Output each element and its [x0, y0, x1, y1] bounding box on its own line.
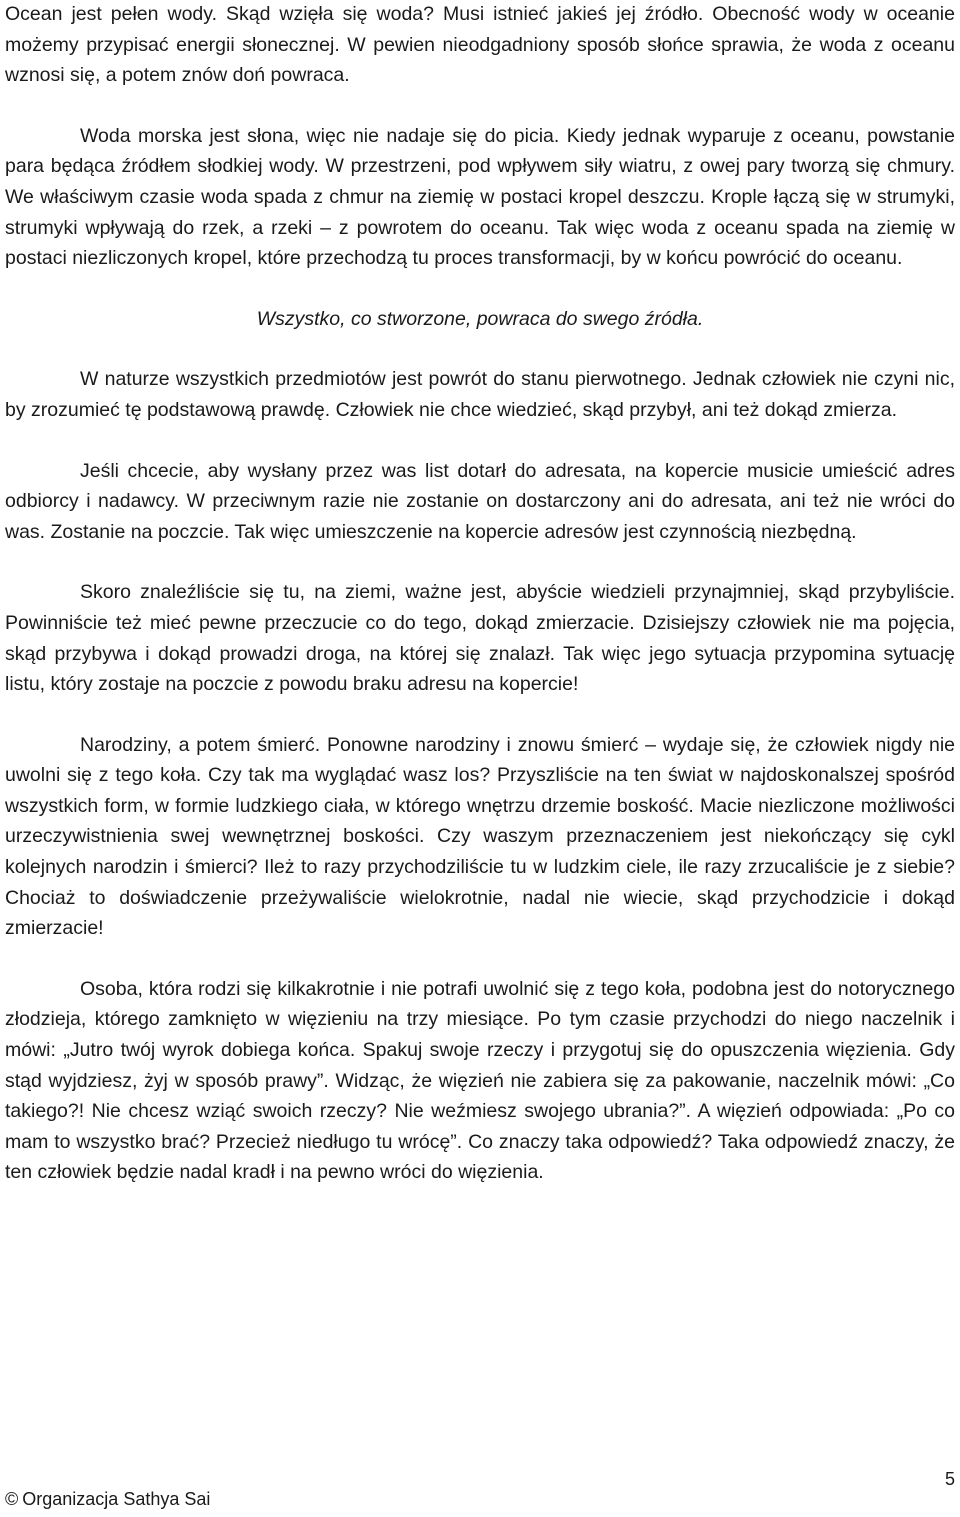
footer-copyright	[5, 1488, 210, 1510]
organization-name: Organizacja Sathya Sai	[22, 1489, 211, 1509]
paragraph-gap	[5, 944, 955, 974]
paragraph-gap	[5, 274, 955, 304]
paragraph-gap	[5, 426, 955, 456]
copyright-icon: ©	[5, 1489, 19, 1509]
page-number: 5	[944, 1469, 955, 1489]
paragraph-sea-water: Woda morska jest słona, więc nie nadaje się do picia. Kiedy jednak wyparuje z oceanu, powstanie para będąca źródłem słodkiej wody. W przestrzeni, pod wpływem siły wiatru, z owej pary tworzą się chmury. We właściwym czasie woda spada z chmur na ziemię w postaci kropel deszczu. Krople łączą się w strumyki, strumyki wpływają do rzek, a rzeki – z powrotem do oceanu. Tak więc woda z oceanu spada na ziemię w postaci niezliczonych kropel, które przechodzą tu proces transformacji, by w końcu powrócić do oceanu.	[5, 124, 955, 270]
paragraph-letter: Jeśli chcecie, aby wysłany przez was list dotarł do adresata, na kopercie musicie umieścić adres odbiorcy i nadawcy. W przeciwnym razie nie zostanie on dostarczony ani do adresata, ani też nie wróci do was. Zostanie na poczcie. Tak więc umieszczenie na kopercie adresów jest czynnością niezbędną.	[5, 459, 955, 543]
paragraph-gap	[5, 334, 955, 364]
paragraph-gap	[5, 91, 955, 121]
document-page	[5, 0, 955, 1188]
paragraph-nature: W naturze wszystkich przedmiotów jest powrót do stanu pierwotnego. Jednak człowiek nie czyni nic, by zrozumieć tę podstawową prawdę. Człowiek nie chce wiedzieć, skąd przybył, ani też dokąd zmierza.	[5, 368, 955, 421]
paragraph-ocean: Ocean jest pełen wody. Skąd wzięła się woda? Musi istnieć jakieś jej źródło. Obecność wody w oceanie możemy przypisać energii słonecznej. W pewien nieodgadniony sposób słońce sprawia, że woda z oceanu wznosi się, a potem znów doń powraca.	[5, 3, 955, 87]
paragraph-gap	[5, 700, 955, 730]
italic-quote: Wszystko, co stworzone, powraca do swego źródła.	[256, 307, 704, 330]
paragraph-thief: Osoba, która rodzi się kilkakrotnie i nie potrafi uwolnić się z tego koła, podobna jest do notorycznego złodzieja, którego zamknięto w więzieniu na trzy miesiące. Po tym czasie przychodzi do niego naczelnik i mówi: „Jutro twój wyrok dobiega końca. Spakuj swoje rzeczy i przygotuj się do opuszczenia więzienia. Gdy stąd wyjdziesz, żyj w sposób prawy”. Widząc, że więzień nie zabiera się za pakowanie, naczelnik mówi: „Co takiego?! Nie chcesz wziąć swoich rzeczy? Nie weźmiesz swojego ubrania?”. A więzień odpowiada: „Po co mam to wszystko brać? Przecież niedługo tu wrócę”. Co znaczy taka odpowiedź? Taka odpowiedź znaczy, że ten człowiek będzie nadal kradł i na pewno wróci do więzienia.	[5, 977, 955, 1184]
paragraph-gap	[5, 547, 955, 577]
paragraph-earth: Skoro znaleźliście się tu, na ziemi, ważne jest, abyście wiedzieli przynajmniej, skąd przybyliście. Powinniście też mieć pewne przeczucie co do tego, dokąd zmierzacie. Dzisiejszy człowiek nie ma pojęcia, skąd przybywa i dokąd prowadzi droga, na której się znalazł. Tak więc jego sytuacja przypomina sytuację listu, który zostaje na poczcie z powodu braku adresu na kopercie!	[5, 581, 955, 696]
paragraph-birth-death: Narodziny, a potem śmierć. Ponowne narodziny i znowu śmierć – wydaje się, że człowiek nigdy nie uwolni się z tego koła. Czy tak ma wyglądać wasz los? Przyszliście na ten świat w najdoskonalszej spośród wszystkich form, w formie ludzkiego ciała, w którego wnętrzu drzemie boskość. Macie niezliczone możliwości urzeczywistnienia swej wewnętrznej boskości. Czy waszym przeznaczeniem jest niekończący się cykl kolejnych narodzin i śmierci? Ileż to razy przychodziliście tu w ludzkim ciele, ile razy zrzucaliście je z siebie? Chociaż to doświadczenie przeżywaliście wielokrotnie, nadal nie wiecie, skąd przychodzicie i dokąd zmierzacie!	[5, 733, 955, 940]
